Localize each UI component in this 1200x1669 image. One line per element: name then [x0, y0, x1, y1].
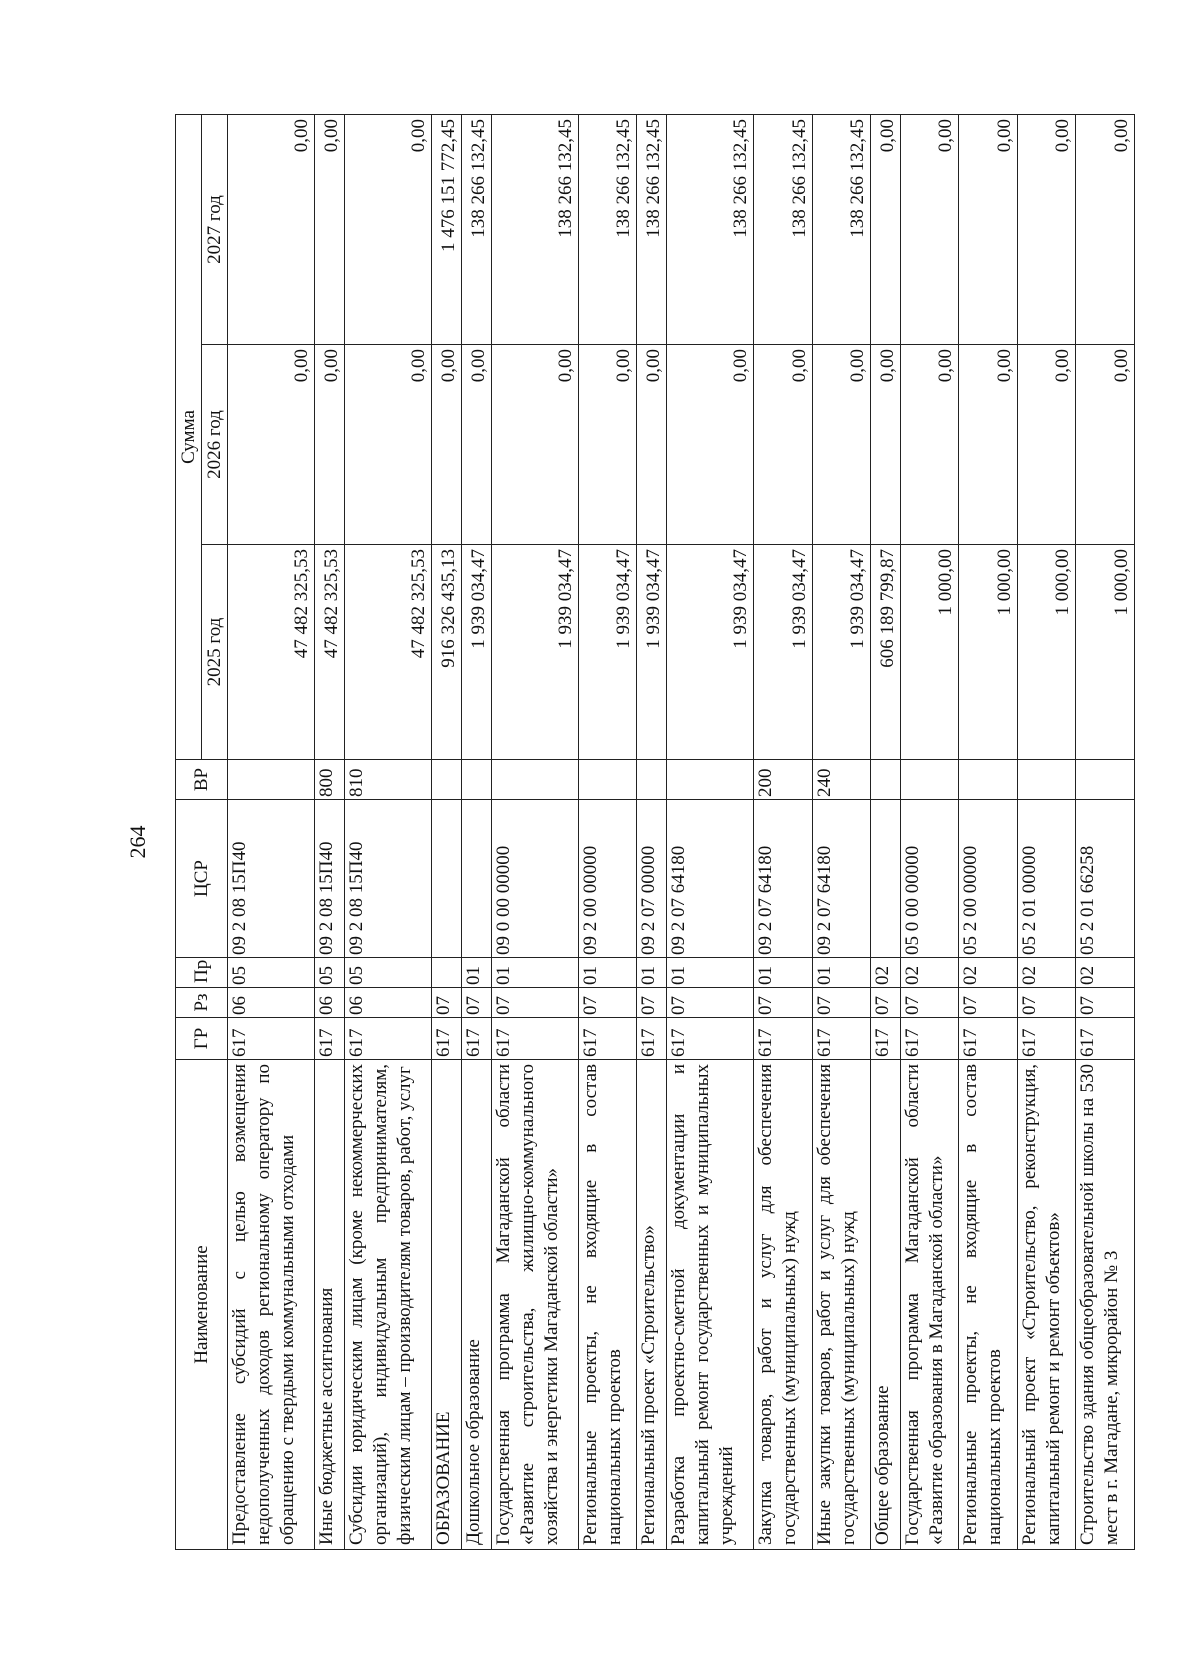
row-rz: 07 [812, 988, 870, 1018]
row-gr: 617 [315, 1018, 345, 1060]
row-csr: 09 2 00 00000 [578, 800, 636, 958]
table-row [637, 115, 667, 1550]
row-csr: 09 2 07 64180 [812, 800, 870, 958]
row-csr: 05 0 00 00000 [900, 800, 958, 958]
table-row [461, 115, 491, 1550]
row-sum-2027: 138 266 132,45 [754, 115, 812, 345]
row-csr: 05 2 01 66258 [1076, 800, 1135, 958]
row-vr: 800 [315, 760, 345, 800]
row-sum-2027: 0,00 [315, 115, 345, 345]
row-name: Предоставление субсидий с целью возмещения недополученных доходов региональному оператору по обращению с твердыми коммунальными отходами [228, 1060, 315, 1550]
row-sum-2025: 1 000,00 [1076, 545, 1135, 760]
row-sum-2027: 0,00 [1017, 115, 1075, 345]
row-name: Субсидии юридическим лицам (кроме некоммерческих организаций), индивидуальным предпринимателям, физическим лицам – производителям товаров, работ, услуг [344, 1060, 431, 1550]
row-sum-2026: 0,00 [228, 345, 315, 545]
header-sum: Сумма [176, 115, 202, 760]
row-pr [432, 958, 462, 988]
table-row [491, 115, 578, 1550]
row-sum-2025: 1 939 034,47 [637, 545, 667, 760]
row-rz: 06 [344, 988, 431, 1018]
row-rz: 07 [871, 988, 901, 1018]
row-rz: 07 [959, 988, 1017, 1018]
row-vr [959, 760, 1017, 800]
header-year-2026: 2026 год [202, 345, 228, 545]
row-sum-2025: 1 939 034,47 [461, 545, 491, 760]
row-vr [1076, 760, 1135, 800]
row-sum-2027: 138 266 132,45 [578, 115, 636, 345]
row-pr: 02 [900, 958, 958, 988]
row-rz: 07 [667, 988, 754, 1018]
row-pr: 01 [637, 958, 667, 988]
row-sum-2025: 1 939 034,47 [578, 545, 636, 760]
row-name: ОБРАЗОВАНИЕ [432, 1060, 462, 1550]
row-csr: 09 0 00 00000 [491, 800, 578, 958]
row-pr: 02 [959, 958, 1017, 988]
row-name: Государственная программа Магаданской области «Развитие образования в Магаданской области» [900, 1060, 958, 1550]
row-name: Дошкольное образование [461, 1060, 491, 1550]
row-pr: 02 [1076, 958, 1135, 988]
row-pr: 01 [667, 958, 754, 988]
row-gr: 617 [812, 1018, 870, 1060]
row-vr [871, 760, 901, 800]
table-row [754, 115, 812, 1550]
row-csr: 09 2 07 64180 [754, 800, 812, 958]
row-sum-2027: 138 266 132,45 [491, 115, 578, 345]
row-sum-2027: 138 266 132,45 [667, 115, 754, 345]
row-pr: 01 [491, 958, 578, 988]
row-csr: 09 2 08 15П40 [344, 800, 431, 958]
row-sum-2026: 0,00 [344, 345, 431, 545]
row-pr: 01 [812, 958, 870, 988]
row-gr: 617 [959, 1018, 1017, 1060]
row-pr: 02 [871, 958, 901, 988]
header-pr: Пр [176, 958, 228, 988]
table-row [667, 115, 754, 1550]
row-sum-2025: 1 939 034,47 [812, 545, 870, 760]
row-rz: 07 [754, 988, 812, 1018]
row-sum-2025: 606 189 799,87 [871, 545, 901, 760]
row-vr [900, 760, 958, 800]
table-row [900, 115, 958, 1550]
table-row [959, 115, 1017, 1550]
row-gr: 617 [637, 1018, 667, 1060]
row-sum-2027: 138 266 132,45 [461, 115, 491, 345]
row-csr: 05 2 00 00000 [959, 800, 1017, 958]
row-name: Иные закупки товаров, работ и услуг для обеспечения государственных (муниципальных) нужд [812, 1060, 870, 1550]
row-csr [432, 800, 462, 958]
table-row [812, 115, 870, 1550]
row-vr [667, 760, 754, 800]
row-gr: 617 [667, 1018, 754, 1060]
row-name: Региональные проекты, не входящие в состав национальных проектов [959, 1060, 1017, 1550]
row-sum-2025: 1 000,00 [1017, 545, 1075, 760]
row-sum-2027: 0,00 [871, 115, 901, 345]
row-rz: 07 [637, 988, 667, 1018]
row-sum-2025: 916 326 435,13 [432, 545, 462, 760]
row-csr: 09 2 08 15П40 [228, 800, 315, 958]
table-row [228, 115, 315, 1550]
row-sum-2026: 0,00 [491, 345, 578, 545]
row-rz: 07 [900, 988, 958, 1018]
table-row [315, 115, 345, 1550]
row-vr: 240 [812, 760, 870, 800]
row-name: Иные бюджетные ассигнования [315, 1060, 345, 1550]
row-sum-2025: 1 000,00 [959, 545, 1017, 760]
row-name: Закупка товаров, работ и услуг для обеспечения государственных (муниципальных) нужд [754, 1060, 812, 1550]
row-vr: 200 [754, 760, 812, 800]
header-name: Наименование [176, 1060, 228, 1550]
table-row [1076, 115, 1135, 1550]
row-sum-2026: 0,00 [900, 345, 958, 545]
row-gr: 617 [344, 1018, 431, 1060]
row-gr: 617 [432, 1018, 462, 1060]
row-sum-2026: 0,00 [578, 345, 636, 545]
row-gr: 617 [1017, 1018, 1075, 1060]
row-csr: 09 2 08 15П40 [315, 800, 345, 958]
row-sum-2027: 0,00 [900, 115, 958, 345]
row-rz: 07 [432, 988, 462, 1018]
row-sum-2026: 0,00 [754, 345, 812, 545]
row-sum-2027: 1 476 151 772,45 [432, 115, 462, 345]
row-sum-2025: 47 482 325,53 [315, 545, 345, 760]
row-vr [1017, 760, 1075, 800]
row-sum-2025: 1 939 034,47 [491, 545, 578, 760]
row-sum-2027: 138 266 132,45 [812, 115, 870, 345]
row-name: Разработка проектно-сметной документации и капитальный ремонт государственных и муниципальных учреждений [667, 1060, 754, 1550]
row-csr: 09 2 07 64180 [667, 800, 754, 958]
row-gr: 617 [900, 1018, 958, 1060]
row-rz: 06 [315, 988, 345, 1018]
row-vr [461, 760, 491, 800]
row-rz: 07 [491, 988, 578, 1018]
row-pr: 05 [315, 958, 345, 988]
row-sum-2025: 1 939 034,47 [754, 545, 812, 760]
header-gr: ГР [176, 1018, 228, 1060]
row-sum-2026: 0,00 [432, 345, 462, 545]
table-row [578, 115, 636, 1550]
row-vr [637, 760, 667, 800]
row-pr: 01 [461, 958, 491, 988]
row-rz: 07 [461, 988, 491, 1018]
row-gr: 617 [228, 1018, 315, 1060]
row-sum-2027: 138 266 132,45 [637, 115, 667, 345]
row-sum-2027: 0,00 [959, 115, 1017, 345]
row-sum-2026: 0,00 [461, 345, 491, 545]
row-vr [491, 760, 578, 800]
header-vr: ВР [176, 760, 228, 800]
row-rz: 07 [1017, 988, 1075, 1018]
row-gr: 617 [461, 1018, 491, 1060]
row-name: Региональный проект «Строительство» [637, 1060, 667, 1550]
row-rz: 06 [228, 988, 315, 1018]
row-vr: 810 [344, 760, 431, 800]
row-sum-2026: 0,00 [1076, 345, 1135, 545]
row-sum-2026: 0,00 [871, 345, 901, 545]
row-vr [578, 760, 636, 800]
row-gr: 617 [491, 1018, 578, 1060]
header-year-2025: 2025 год [202, 545, 228, 760]
row-rz: 07 [578, 988, 636, 1018]
row-csr: 05 2 01 00000 [1017, 800, 1075, 958]
row-sum-2025: 1 939 034,47 [667, 545, 754, 760]
row-sum-2027: 0,00 [344, 115, 431, 345]
row-pr: 01 [754, 958, 812, 988]
row-sum-2026: 0,00 [1017, 345, 1075, 545]
row-gr: 617 [1076, 1018, 1135, 1060]
row-sum-2026: 0,00 [959, 345, 1017, 545]
header-year-2027: 2027 год [202, 115, 228, 345]
rotated-budget-table [175, 115, 1135, 1550]
row-name: Региональный проект «Строительство, реконструкция, капитальный ремонт и ремонт объектов» [1017, 1060, 1075, 1550]
row-sum-2025: 1 000,00 [900, 545, 958, 760]
row-csr: 09 2 07 00000 [637, 800, 667, 958]
row-gr: 617 [754, 1018, 812, 1060]
row-pr: 05 [228, 958, 315, 988]
row-name: Строительство здания общеобразовательной школы на 530 мест в г. Магадане, микрорайон № 3 [1076, 1060, 1135, 1550]
row-rz: 07 [1076, 988, 1135, 1018]
row-sum-2027: 0,00 [1076, 115, 1135, 345]
row-sum-2026: 0,00 [812, 345, 870, 545]
row-csr [871, 800, 901, 958]
header-rz: Рз [176, 988, 228, 1018]
row-name: Общее образование [871, 1060, 901, 1550]
table-body [228, 115, 1135, 1550]
row-sum-2027: 0,00 [228, 115, 315, 345]
row-name: Государственная программа Магаданской области «Развитие строительства, жилищно-коммунального хозяйства и энергетики Магаданской области» [491, 1060, 578, 1550]
row-pr: 05 [344, 958, 431, 988]
row-csr [461, 800, 491, 958]
row-sum-2026: 0,00 [667, 345, 754, 545]
row-sum-2026: 0,00 [315, 345, 345, 545]
table-row [871, 115, 901, 1550]
row-sum-2025: 47 482 325,53 [228, 545, 315, 760]
table-row [432, 115, 462, 1550]
row-sum-2026: 0,00 [637, 345, 667, 545]
row-pr: 01 [578, 958, 636, 988]
budget-table [175, 114, 1135, 1550]
row-gr: 617 [871, 1018, 901, 1060]
row-gr: 617 [578, 1018, 636, 1060]
page-number: 264 [125, 825, 150, 859]
row-vr [432, 760, 462, 800]
header-csr: ЦСР [176, 800, 228, 958]
row-sum-2025: 47 482 325,53 [344, 545, 431, 760]
table-row [1017, 115, 1075, 1550]
row-vr [228, 760, 315, 800]
row-name: Региональные проекты, не входящие в состав национальных проектов [578, 1060, 636, 1550]
table-row [344, 115, 431, 1550]
row-pr: 02 [1017, 958, 1075, 988]
